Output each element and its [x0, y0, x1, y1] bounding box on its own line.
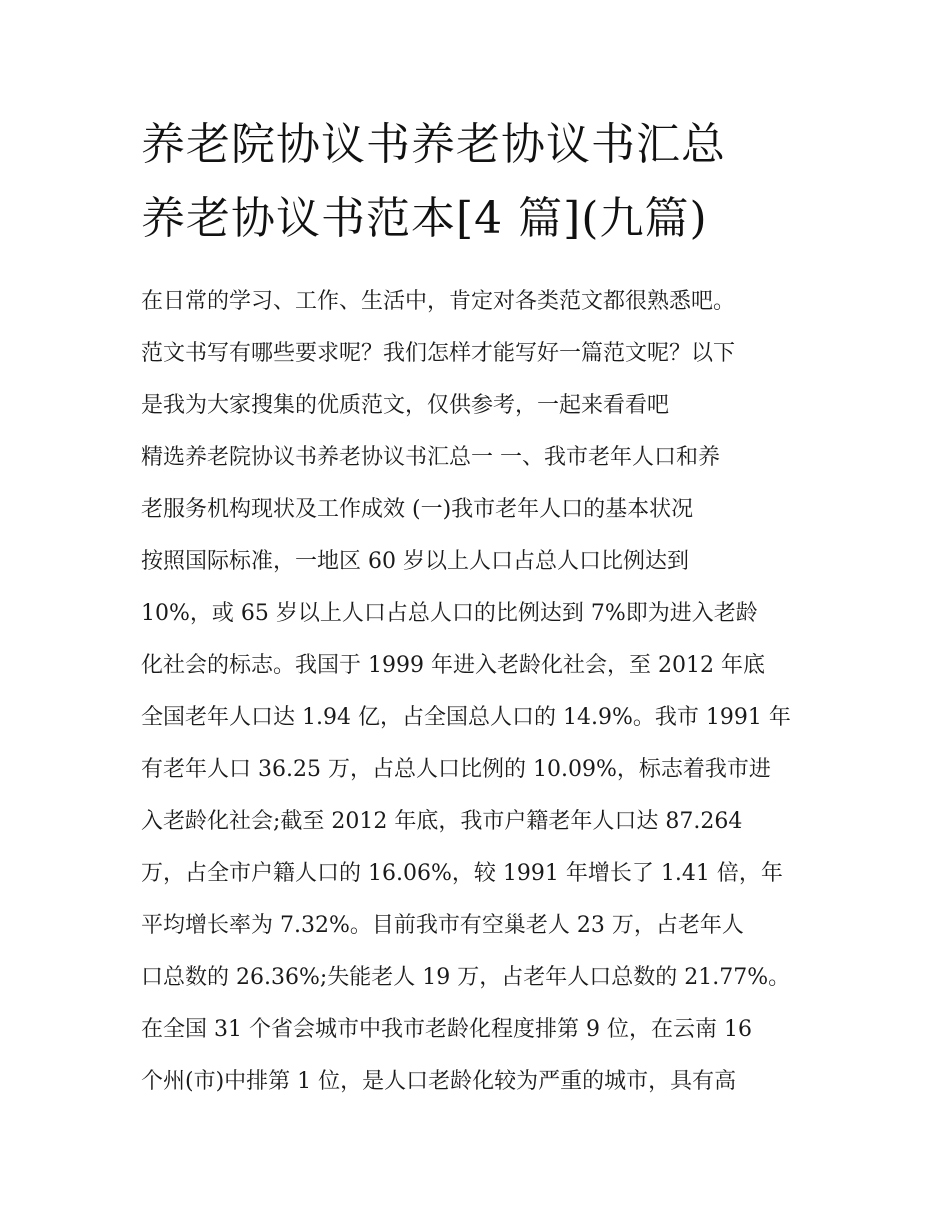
body-line: 口总数的 26.36%;失能老人 19 万，占老年人口总数的 21.77%。 [141, 965, 791, 990]
body-line: 全国老年人口达 1.94 亿，占全国总人口的 14.9%。我市 1991 年 [141, 705, 791, 730]
body-line: 10%，或 65 岁以上人口占总人口的比例达到 7%即为进入老龄 [141, 601, 758, 626]
body-line: 范文书写有哪些要求呢？我们怎样才能写好一篇范文呢？以下 [141, 341, 736, 366]
document-title [141, 108, 841, 256]
body-line: 在日常的学习、工作、生活中，肯定对各类范文都很熟悉吧。 [141, 289, 736, 314]
body-line: 万，占全市户籍人口的 16.06%，较 1991 年增长了 1.41 倍，年 [141, 861, 783, 886]
body-line: 入老龄化社会;截至 2012 年底，我市户籍老年人口达 87.264 [141, 809, 743, 834]
body-line: 按照国际标准，一地区 60 岁以上人口占总人口比例达到 [141, 549, 689, 574]
document-body [141, 280, 831, 1112]
title-line: 养老协议书范本[4 篇](九篇) [141, 193, 708, 244]
body-line: 是我为大家搜集的优质范文，仅供参考，一起来看看吧 [141, 393, 670, 418]
body-line: 老服务机构现状及工作成效 (一)我市老年人口的基本状况 [141, 497, 694, 522]
body-line: 平均增长率为 7.32%。目前我市有空巢老人 23 万，占老年人 [141, 913, 744, 938]
body-line: 精选养老院协议书养老协议书汇总一 一、我市老年人口和养 [141, 445, 720, 470]
body-line: 有老年人口 36.25 万，占总人口比例的 10.09%，标志着我市进 [141, 757, 771, 782]
body-line: 在全国 31 个省会城市中我市老龄化程度排第 9 位，在云南 16 [141, 1017, 752, 1042]
body-line: 化社会的标志。我国于 1999 年进入老龄化社会，至 2012 年底 [141, 653, 765, 678]
body-line: 个州(市)中排第 1 位，是人口老龄化较为严重的城市，具有高 [141, 1069, 737, 1094]
title-line: 养老院协议书养老协议书汇总 [141, 119, 726, 170]
